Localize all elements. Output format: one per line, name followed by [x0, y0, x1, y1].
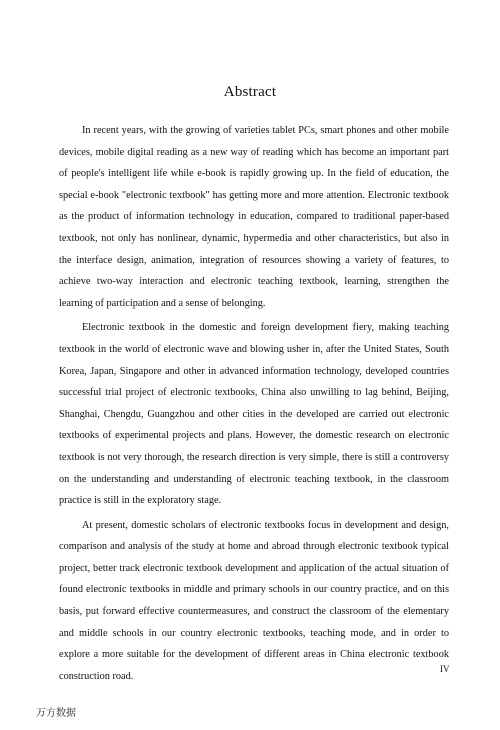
paragraph-3: At present, domestic scholars of electronic textbooks focus in development and design, comparison and analysis of the study at home and abroad through electronic textbook typical project, better track electronic textbook development and application of the actual situation of found electronic textbooks in middle and primary schools in our country practice, and on this basis, put forward effective countermeasures, and construct the classroom of the elementary and middle schools in our country electronic textbooks, teaching mode, and in order to explore a more suitable for the development of different areas in China electronic textbook construction road.: [59, 519, 449, 682]
paragraph-2: Electronic textbook in the domestic and foreign development fiery, making teaching textbook in the world of electronic wave and blowing usher in, after the United States, South Korea, Japan, Singapore and other in advanced information technology, developed countries successful trial project of electronic textbooks, China also unwilling to lag behind, Beijing, Shanghai, Chengdu, Guangzhou and other cities in the developed are carried out electronic textbooks of experimental projects and plans. However, the domestic research on electronic textbook is not very thorough, the research direction is very simple, there is still a controversy on the understanding and understanding of electronic teaching textbook, in the classroom practice is still in the exploratory stage.: [59, 322, 449, 507]
paragraph-1: In recent years, with the growing of varieties tablet PCs, smart phones and other mobile devices, mobile digital reading as a new way of reading which has become an important part of people's intelligent life while e-book is rapidly growing up. In the field of education, the special e-book "electronic textbook" has getting more and more attention. Electronic textbook as the product of information technology in education, compared to traditional paper-based textbook, not only has nonlinear, dynamic, hypermedia and other characteristics, but also in the interface design, animation, integration of resources showing a variety of features, to achieve two-way interaction and electronic teaching textbook, learning, strengthen the learning of participation and a sense of belonging.: [59, 125, 449, 309]
wanfang-watermark: 万方数据: [36, 708, 76, 719]
abstract-body: [59, 120, 449, 690]
abstract-title: Abstract: [223, 84, 277, 100]
page-number: IV: [440, 664, 450, 674]
